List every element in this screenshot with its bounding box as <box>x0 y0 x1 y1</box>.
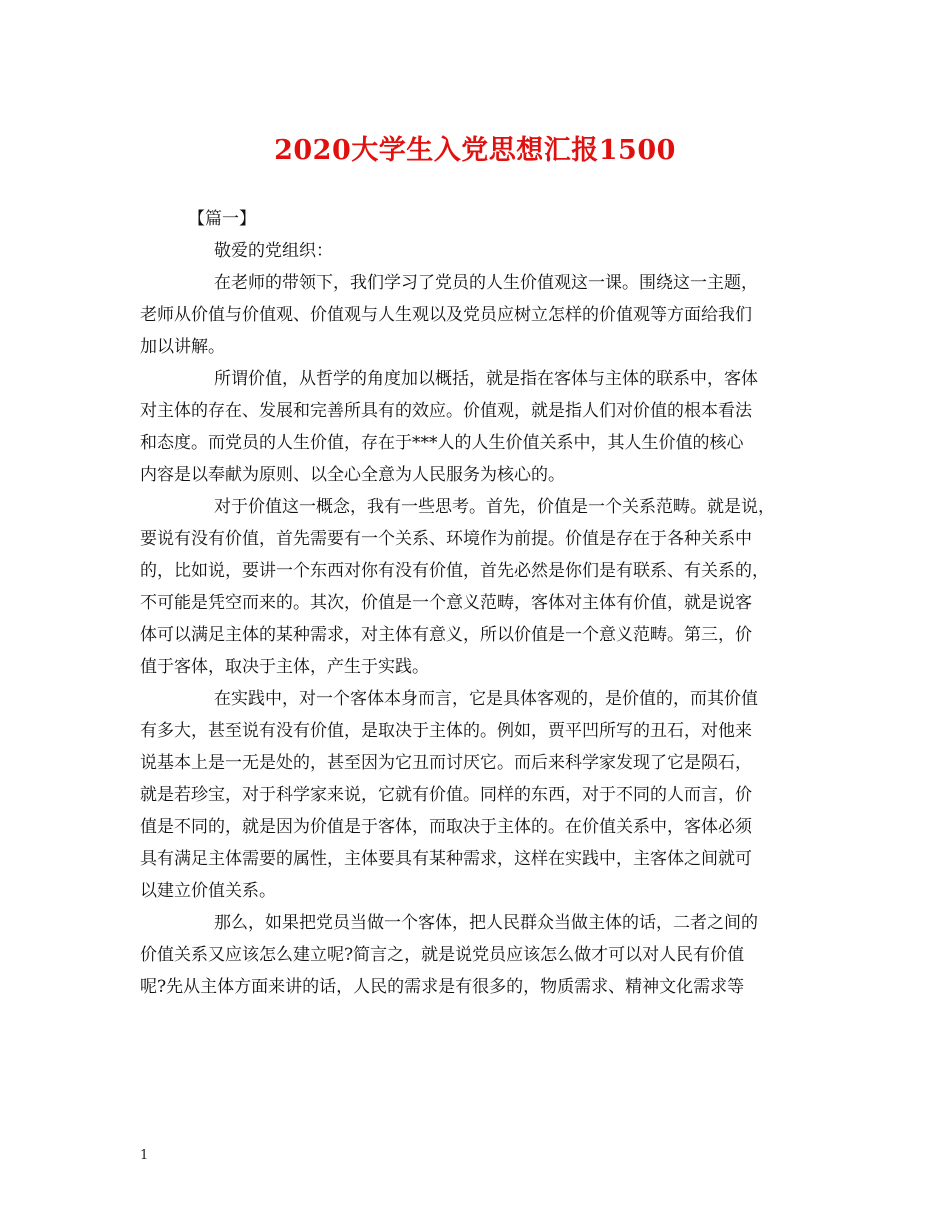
paragraph-line: 价值关系又应该怎么建立呢?简言之，就是说党员应该怎么做才可以对人民有价值 <box>140 945 745 965</box>
paragraph-line: 有多大，甚至说有没有价值，是取决于主体的。例如，贾平凹所写的丑石，对他来 <box>140 721 752 741</box>
paragraph-line: 值是不同的，就是因为价值是于客体，而取决于主体的。在价值关系中，客体必须 <box>140 817 752 837</box>
paragraph-line: 老师从价值与价值观、价值观与人生观以及党员应树立怎样的价值观等方面给我们 <box>140 305 752 325</box>
salutation: 敬爱的党组织： <box>214 241 333 261</box>
paragraph-line: 对主体的存在、发展和完善所具有的效应。价值观，就是指人们对价值的根本看法 <box>140 401 752 421</box>
paragraph-line: 不可能是凭空而来的。其次，价值是一个意义范畴，客体对主体有价值，就是说客 <box>140 593 752 613</box>
paragraph-line: 值于客体，取决于主体，产生于实践。 <box>140 657 429 677</box>
paragraph <box>140 491 816 683</box>
document-title: 2020大学生入党思想汇报1500 <box>274 135 676 166</box>
paragraph-line: 内容是以奉献为原则、以全心全意为人民服务为核心的。 <box>140 465 565 485</box>
section-heading: 【篇一】 <box>188 209 256 229</box>
paragraph-line: 所谓价值，从哲学的角度加以概括，就是指在客体与主体的联系中，客体 <box>214 369 758 389</box>
paragraph-line: 呢?先从主体方面来讲的话，人民的需求是有很多的，物质需求、精神文化需求等 <box>140 977 745 997</box>
paragraph-line: 以建立价值关系。 <box>140 881 276 901</box>
paragraph-line: 说基本上是一无是处的，甚至因为它丑而讨厌它。而后来科学家发现了它是陨石， <box>140 753 752 773</box>
paragraph-line: 在实践中，对一个客体本身而言，它是具体客观的，是价值的，而其价值 <box>214 689 758 709</box>
paragraph <box>140 683 816 907</box>
paragraph-line: 体可以满足主体的某种需求，对主体有意义，所以价值是一个意义范畴。第三，价 <box>140 625 752 645</box>
paragraph-line: 要说有没有价值，首先需要有一个关系、环境作为前提。价值是存在于各种关系中 <box>140 529 752 549</box>
paragraph <box>140 363 816 491</box>
paragraph <box>140 907 816 1003</box>
paragraph-line: 加以讲解。 <box>140 337 225 357</box>
paragraph <box>140 267 816 363</box>
paragraph-line: 具有满足主体需要的属性，主体要具有某种需求，这样在实践中，主客体之间就可 <box>140 849 752 869</box>
paragraph-line: 在老师的带领下，我们学习了党员的人生价值观这一课。围绕这一主题， <box>214 273 758 293</box>
document-body <box>140 203 816 1003</box>
paragraph-line: 和态度。而党员的人生价值，存在于***人的人生价值关系中，其人生价值的核心 <box>140 433 744 453</box>
paragraph-list <box>140 267 816 1003</box>
paragraph-line: 就是若珍宝，对于科学家来说，它就有价值。同样的东西，对于不同的人而言，价 <box>140 785 752 805</box>
page-number: 1 <box>140 1148 149 1163</box>
paragraph-line: 对于价值这一概念，我有一些思考。首先，价值是一个关系范畴。就是说， <box>214 497 775 517</box>
paragraph-line: 的，比如说，要讲一个东西对你有没有价值，首先必然是你们是有联系、有关系的， <box>140 561 769 581</box>
paragraph-line: 那么，如果把党员当做一个客体，把人民群众当做主体的话，二者之间的 <box>214 913 758 933</box>
